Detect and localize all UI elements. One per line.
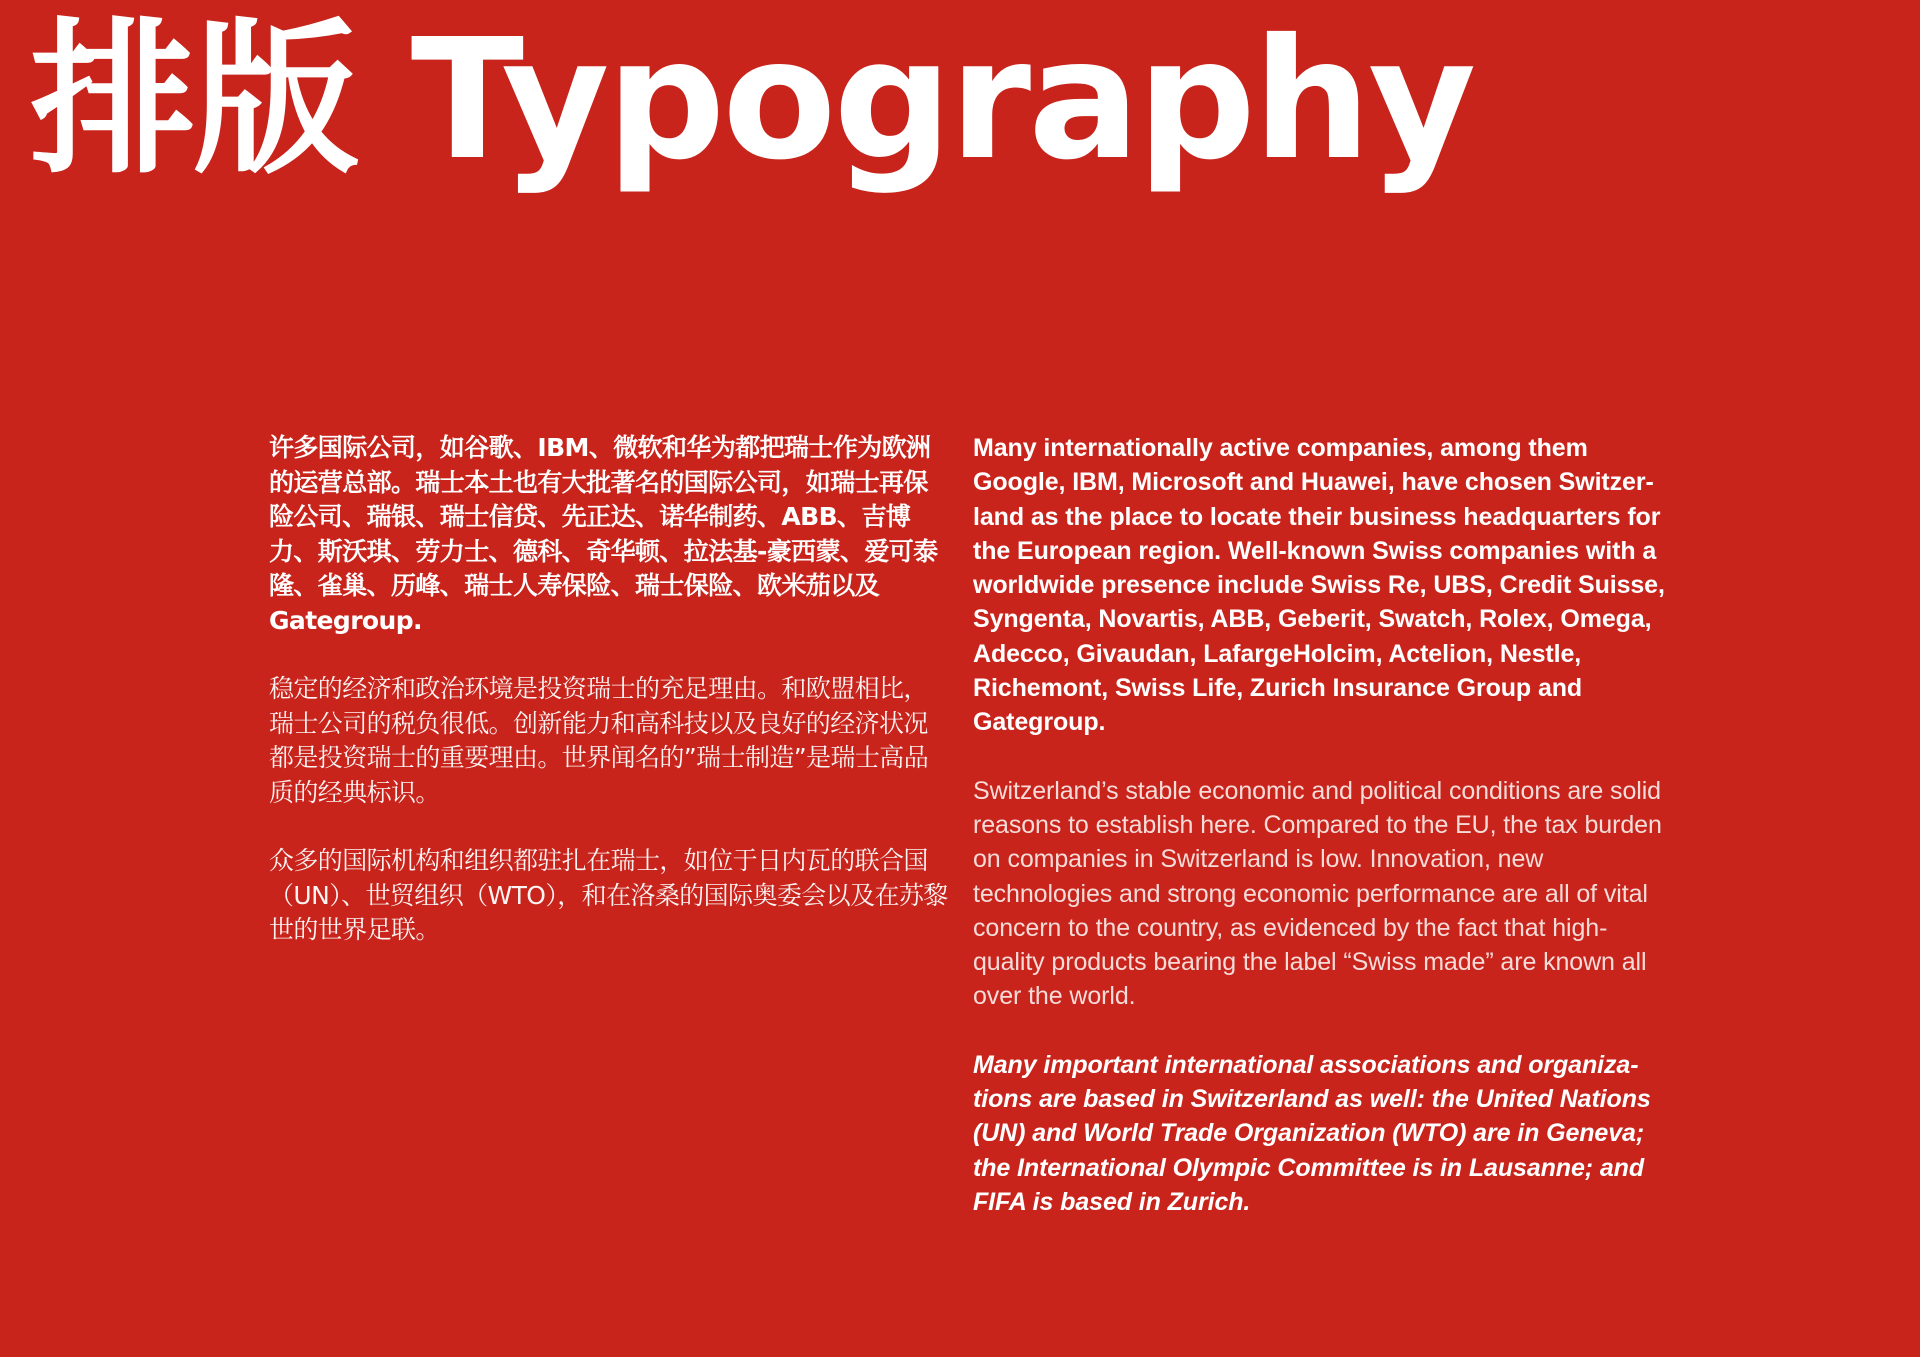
english-paragraph-companies: Many internationally active companies, among them Google, IBM, Microsoft and Huawei, have chosen Switzer-land as the place to locate their business headquarters for the European region. Well-known Swiss companies with a worldwide presence include Swiss Re, UBS, Credit Suisse, Syngenta, Novartis, ABB, Geberit, Swatch, Rolex, Omega, Adecco, Givaudan, LafargeHolcim, Actelion, Nestle, Richemont, Swiss Life, Zurich Insurance Group and Gategroup. [973, 434, 1665, 737]
english-paragraph-organizations: Many important international associations and organiza-tions are based in Switzerland as well: the United Nations (UN) and World Trade Organization (WTO) are in Geneva; the International Olympic Committee is in Lausanne; and FIFA is based in Zurich. [973, 1050, 1651, 1216]
chinese-paragraph-organizations: 众多的国际机构和组织都驻扎在瑞士，如位于日内瓦的联合国（UN）、世贸组织（WTO），和在洛桑的国际奥委会以及在苏黎世的世界足联。 [269, 846, 948, 944]
english-paragraph-economy: Switzerland’s stable economic and political conditions are solid reasons to establish here. Compared to the EU, the tax burden on companies in Switzerland is low. Innovation, new technologies and strong economic performance are all of vital concern to the country, as evidenced by the fact that high-quality products bearing the label “Swiss made” are known all over the world. [973, 776, 1662, 1011]
chinese-paragraph-companies: 许多国际公司，如谷歌、IBM、微软和华为都把瑞士作为欧洲的运营总部。瑞士本土也有大批著名的国际公司，如瑞士再保险公司、瑞银、瑞士信贷、先正达、诺华制药、ABB、吉博力、斯沃琪、劳力士、德科、奇华顿、拉法基-豪西蒙、爱可泰隆、雀巢、历峰、瑞士人寿保险、瑞士保险、欧米茄以及Gategroup. [269, 433, 938, 635]
english-text-column [973, 431, 1673, 1219]
page-title: 排版 Typography [30, 4, 1474, 197]
chinese-paragraph-economy: 稳定的经济和政治环境是投资瑞士的充足理由。和欧盟相比，瑞士公司的税负很低。创新能力和高科技以及良好的经济状况都是投资瑞士的重要理由。世界闻名的”瑞士制造”是瑞士高品质的经典标识。 [269, 674, 929, 807]
chinese-text-column [269, 431, 949, 948]
